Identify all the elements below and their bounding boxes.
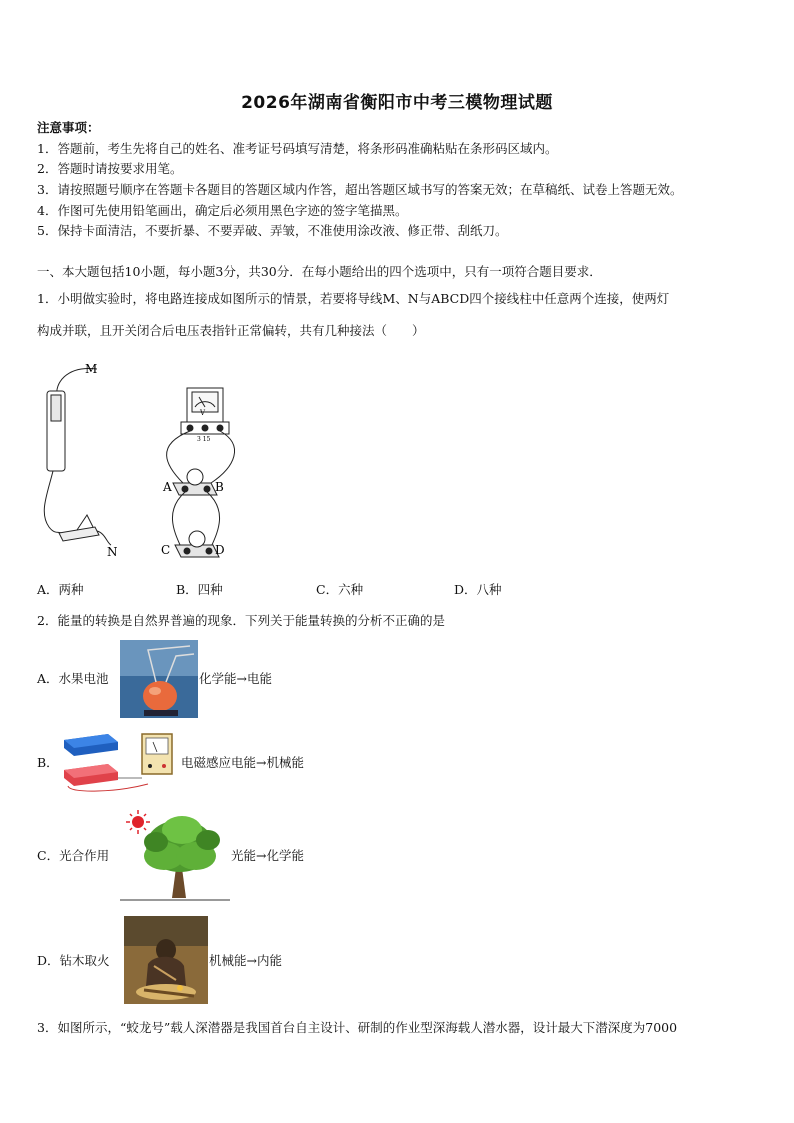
q3-stem-line1: 3．如图所示，“蛟龙号”载人深潜器是我国首台自主设计、研制的作业型深海载人潜水器，设计最大下潜深度为7000	[37, 1020, 678, 1035]
q1-stem-line1: 1．小明做实验时，将电路连接成如图所示的情景，若要将导线M、N与ABCD四个接线柱中任意两个连接，使两灯	[37, 291, 670, 306]
electromagnetic-induction-image	[58, 728, 180, 798]
q2-option-c-prefix[interactable]: C．光合作用	[37, 848, 110, 863]
q2-stem: 2．能量的转换是自然界普遍的现象．下列关于能量转换的分析不正确的是	[37, 613, 445, 628]
q2-option-d-suffix: 机械能→内能	[209, 953, 282, 968]
q2-option-b-suffix: 电磁感应电能→机械能	[181, 755, 304, 770]
notice-heading: 注意事项：	[37, 120, 100, 135]
q1-option-c[interactable]: C．六种	[316, 582, 364, 597]
label-m: M	[85, 362, 98, 376]
label-b: B	[215, 480, 224, 494]
label-n: N	[107, 545, 118, 559]
label-d: D	[215, 543, 225, 557]
q1-option-a[interactable]: A．两种	[37, 582, 84, 597]
notice-item-3: 3．请按照题号顺序在答题卡各题目的答题区域内作答，超出答题区域书写的答案无效；在草稿纸、试卷上答题无效。	[37, 182, 683, 197]
drilling-wood-fire-image	[124, 916, 208, 1004]
q2-option-a-suffix: 化学能→电能	[199, 671, 272, 686]
voltmeter-scale: 3 15	[197, 436, 211, 443]
page-title: 2026年湖南省衡阳市中考三模物理试题	[241, 93, 553, 113]
q1-circuit-figure	[35, 355, 245, 570]
q2-option-d-prefix[interactable]: D．钻木取火	[37, 953, 110, 968]
voltmeter-symbol: V	[200, 409, 206, 417]
notice-item-5: 5．保持卡面清洁，不要折暴、不要弄破、弄皱，不准使用涂改液、修正带、刮纸刀。	[37, 223, 508, 238]
notice-item-4: 4．作图可先使用铅笔画出，确定后必须用黑色字迹的签字笔描黑。	[37, 203, 408, 218]
notice-item-2: 2．答题时请按要求用笔。	[37, 161, 183, 176]
photosynthesis-tree-image	[120, 808, 230, 904]
q1-option-b[interactable]: B．四种	[176, 582, 223, 597]
notice-item-1: 1．答题前，考生先将自己的姓名、准考证号码填写清楚，将条形码准确粘贴在条形码区域内。	[37, 141, 558, 156]
fruit-battery-image	[120, 640, 198, 718]
q1-stem-line2: 构成并联，且开关闭合后电压表指针正常偏转，共有几种接法（ ）	[37, 323, 425, 338]
label-a: A	[163, 480, 172, 494]
q2-option-c-suffix: 光能→化学能	[231, 848, 304, 863]
section-heading: 一、本大题包括10小题，每小题3分，共30分．在每小题给出的四个选项中，只有一项符合题目要求．	[37, 264, 602, 279]
q1-option-d[interactable]: D．八种	[454, 582, 502, 597]
label-c: C	[161, 543, 171, 557]
q2-option-b-prefix[interactable]: B．	[37, 755, 59, 770]
q2-option-a-prefix[interactable]: A．水果电池	[37, 671, 109, 686]
